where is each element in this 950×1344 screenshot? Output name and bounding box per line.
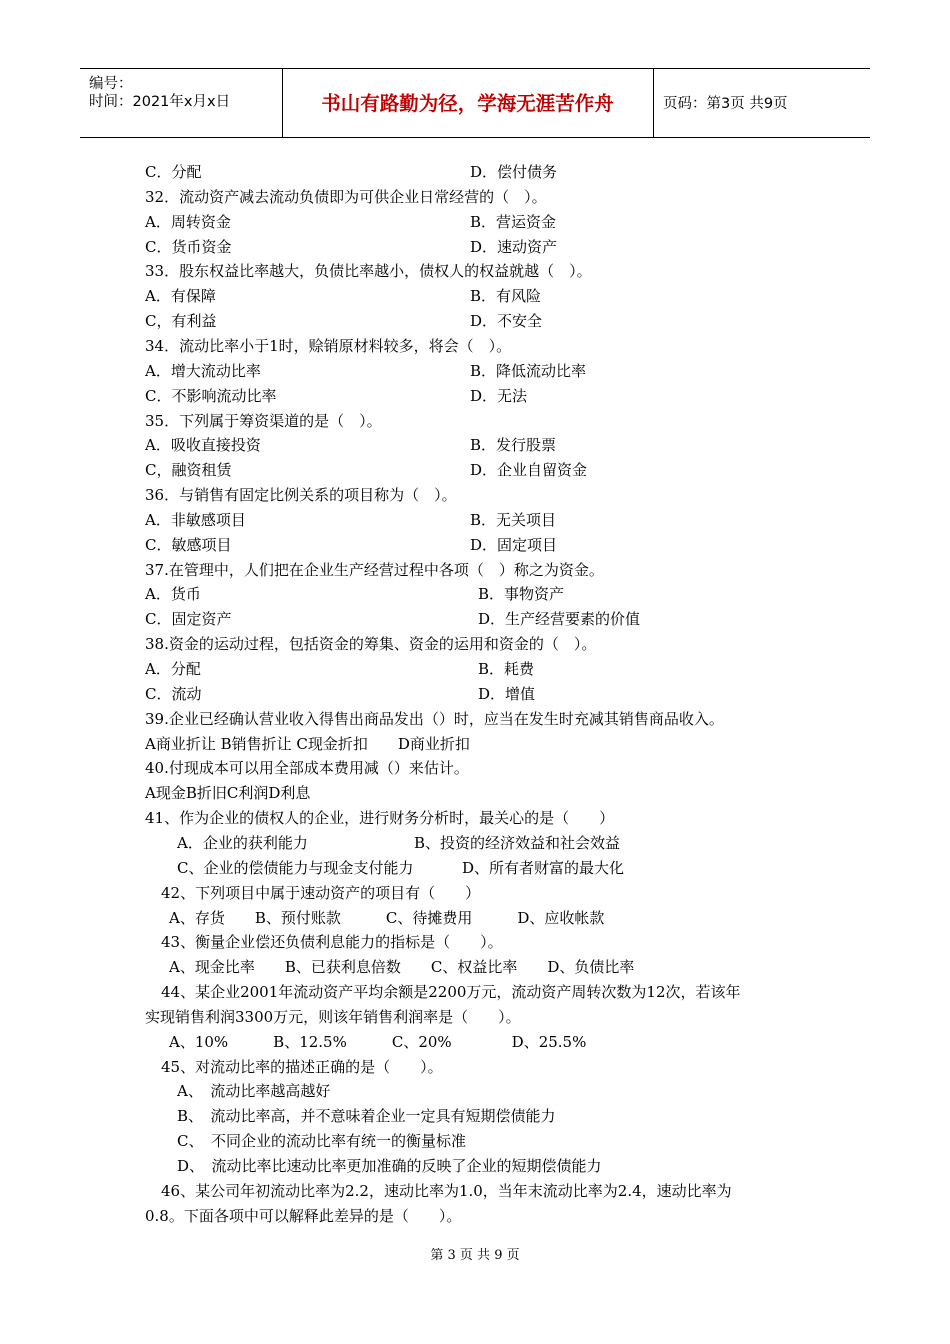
option-text: B．耗费 <box>478 660 535 678</box>
text-line: 44、某企业2001年流动资产平均余额是2200万元，流动资产周转次数为12次，若该年 <box>161 983 741 1001</box>
header-right-cell <box>653 69 870 137</box>
option-text: D．生产经营要素的价值 <box>478 610 641 628</box>
text-line: C．货币资金 <box>145 238 232 256</box>
header-page-label: 页码：第3页 共9页 <box>663 96 788 112</box>
option-text: D．不安全 <box>470 312 543 330</box>
option-text: D、所有者财富的最大化 <box>462 859 625 877</box>
option-text: B．降低流动比率 <box>470 362 587 380</box>
text-line: A．周转资金 <box>145 213 231 231</box>
text-line: 39.企业已经确认营业收入得售出商品发出（）时，应当在发生时充减其销售商品收入。 <box>145 710 724 728</box>
option-text: B．无关项目 <box>470 511 557 529</box>
header-motto: 书山有路勤为径，学海无涯苦作舟 <box>321 92 614 115</box>
text-line: A．增大流动比率 <box>145 362 261 380</box>
text-line: 实现销售利润3300万元，则该年销售利润率是（ ）。 <box>145 1008 521 1026</box>
option-text: D．偿付债务 <box>470 163 558 181</box>
text-line: A．货币 <box>145 585 201 603</box>
text-line: 37.在管理中，人们把在企业生产经营过程中各项（ ）称之为资金。 <box>145 561 604 579</box>
text-line: A．分配 <box>145 660 201 678</box>
text-line: 40.付现成本可以用全部成本费用减（）来估计。 <box>145 759 469 777</box>
option-text: D．固定项目 <box>470 536 558 554</box>
text-line: 33．股东权益比率越大，负债比率越小，债权人的权益就越（ ）。 <box>145 262 592 280</box>
text-line: 45、对流动比率的描述正确的是（ ）。 <box>161 1058 443 1076</box>
option-text: B．有风险 <box>470 287 542 305</box>
text-line: C．敏感项目 <box>145 536 232 554</box>
page-footer: 第 3 页 共 9 页 <box>430 1248 520 1263</box>
header-middle-cell <box>282 69 654 137</box>
text-line: 36．与销售有固定比例关系的项目称为（ ）。 <box>145 486 457 504</box>
option-text: B．发行股票 <box>470 436 557 454</box>
text-line: 42、下列项目中属于速动资产的项目有（ ） <box>161 884 481 902</box>
text-line: A商业折让 B销售折让 C现金折扣 D商业折扣 <box>145 735 470 753</box>
text-line: C．分配 <box>145 163 202 181</box>
text-line: A．有保障 <box>145 287 216 305</box>
option-text: D．无法 <box>470 387 528 405</box>
text-line: C．流动 <box>145 685 202 703</box>
text-line: C，有利益 <box>145 312 217 330</box>
text-line: C、 不同企业的流动比率有统一的衡量标准 <box>177 1132 466 1150</box>
text-line: D、 流动比率比速动比率更加准确的反映了企业的短期偿债能力 <box>177 1157 602 1175</box>
header-left-cell <box>80 69 283 137</box>
text-line: C．固定资产 <box>145 610 232 628</box>
text-line: A、 流动比率越高越好 <box>177 1082 331 1100</box>
option-text: B．营运资金 <box>470 213 557 231</box>
text-line: 46、某公司年初流动比率为2.2，速动比率为1.0，当年末流动比率为2.4，速动比率为 <box>161 1182 732 1200</box>
text-line: 32．流动资产减去流动负债即为可供企业日常经营的（ ）。 <box>145 188 547 206</box>
text-line: 38.资金的运动过程，包括资金的筹集、资金的运用和资金的（ ）。 <box>145 635 597 653</box>
option-text: B、投资的经济效益和社会效益 <box>414 834 621 852</box>
document-date-label: 时间：2021年x月x日 <box>89 94 231 110</box>
page-header <box>80 68 870 138</box>
text-line: A．非敏感项目 <box>145 511 246 529</box>
text-line: A．吸收直接投资 <box>145 436 261 454</box>
option-text: D．增值 <box>478 685 536 703</box>
option-text: D．速动资产 <box>470 238 558 256</box>
text-line: A、存货 B、预付账款 C、待摊费用 D、应收帐款 <box>169 909 605 927</box>
text-line: 0.8。下面各项中可以解释此差异的是（ ）。 <box>145 1207 462 1225</box>
text-line: B、 流动比率高，并不意味着企业一定具有短期偿债能力 <box>177 1107 556 1125</box>
text-line: 35．下列属于筹资渠道的是（ ）。 <box>145 412 382 430</box>
text-line: C，融资租赁 <box>145 461 232 479</box>
text-line: 34．流动比率小于1时，赊销原材料较多，将会（ ）。 <box>145 337 512 355</box>
text-line: 43、衡量企业偿还负债利息能力的指标是（ ）。 <box>161 933 503 951</box>
text-line: C．不影响流动比率 <box>145 387 277 405</box>
text-line: A．企业的获利能力 <box>177 834 308 852</box>
text-line: 41、作为企业的债权人的企业，进行财务分析时，最关心的是（ ） <box>145 809 615 827</box>
text-line: A、现金比率 B、已获利息倍数 C、权益比率 D、负债比率 <box>169 958 635 976</box>
document-number-label: 编号： <box>89 76 133 92</box>
option-text: B．事物资产 <box>478 585 565 603</box>
option-text: D．企业自留资金 <box>470 461 588 479</box>
text-line: C、企业的偿债能力与现金支付能力 <box>177 859 414 877</box>
text-line: A、10% B、12.5% C、20% D、25.5% <box>169 1033 587 1051</box>
text-line: A现金B折旧C利润D利息 <box>145 784 311 802</box>
